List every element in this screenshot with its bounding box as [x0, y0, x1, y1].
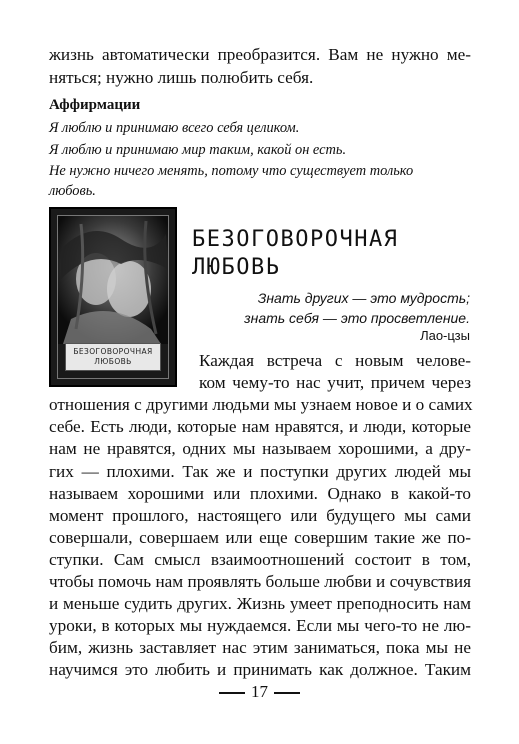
- text-line: момент прошлого, настоящего или будущего мы сами: [49, 505, 471, 525]
- text-line: ком чему-то нас учит, причем через: [199, 373, 471, 393]
- text-line: уроки, в которых мы нуждаемся. Если мы чего-то не лю-: [49, 616, 471, 636]
- epigraph-author: Лао-цзы: [420, 328, 470, 343]
- card-caption: БЕЗОГОВОРОЧНАЯ ЛЮБОВЬ: [65, 343, 161, 371]
- affirmations-heading: Аффирмации: [49, 97, 141, 113]
- dash-left: [219, 692, 245, 694]
- text-line: совершали, совершаем или еще совершим такие же по-: [49, 527, 471, 547]
- text-line: и меньше судить других. Жизнь умеет преподносить нам: [49, 594, 471, 614]
- affirmation: любовь.: [49, 183, 96, 199]
- text-line: себе. Есть люди, которые нам нравятся, и люди, которые: [49, 417, 471, 437]
- text-line: чтобы помочь нам проявлять больше любви и сочувствия: [49, 572, 471, 591]
- text-line: отношения с другими людьми мы узнаем новое и о самих: [49, 395, 473, 415]
- tarot-card-image: [49, 207, 177, 387]
- text-line-last: научимся это любить и принимать как должное. Таким: [49, 660, 471, 680]
- text-line: бим, жизнь заставляет нас этим заниматься, пока мы не: [49, 638, 471, 658]
- dash-right: [274, 692, 300, 694]
- page-number: 17: [0, 682, 519, 702]
- epigraph-line: Знать других — это мудрость;: [257, 290, 470, 306]
- section-title: БЕЗОГОВОРОЧНАЯ ЛЮБОВЬ: [192, 227, 399, 280]
- text-line: ступки. Сам смысл взаимоотношений состоит в том,: [49, 549, 471, 569]
- text-line: няться; нужно лишь полюбить себя.: [49, 68, 314, 87]
- text-line: Каждая встреча с новым челове-: [199, 351, 471, 370]
- affirmation: Я люблю и принимаю всего себя целиком.: [49, 120, 300, 136]
- text-line: нам не нравятся, одних мы называем хорошими, а дру-: [49, 439, 471, 459]
- text-line: жизнь автоматически преобразится. Вам не нужно ме-: [49, 45, 471, 64]
- affirmation: Я люблю и принимаю мир таким, какой он есть.: [49, 142, 347, 158]
- affirmation: Не нужно ничего менять, потому что существует только: [49, 163, 414, 179]
- text-line: называем хорошими или плохими. Однако в какой-то: [49, 483, 471, 503]
- epigraph-line: знать себя — это просветление.: [244, 310, 470, 326]
- text-line: гих — плохими. Так же и поступки других людей мы: [49, 461, 471, 481]
